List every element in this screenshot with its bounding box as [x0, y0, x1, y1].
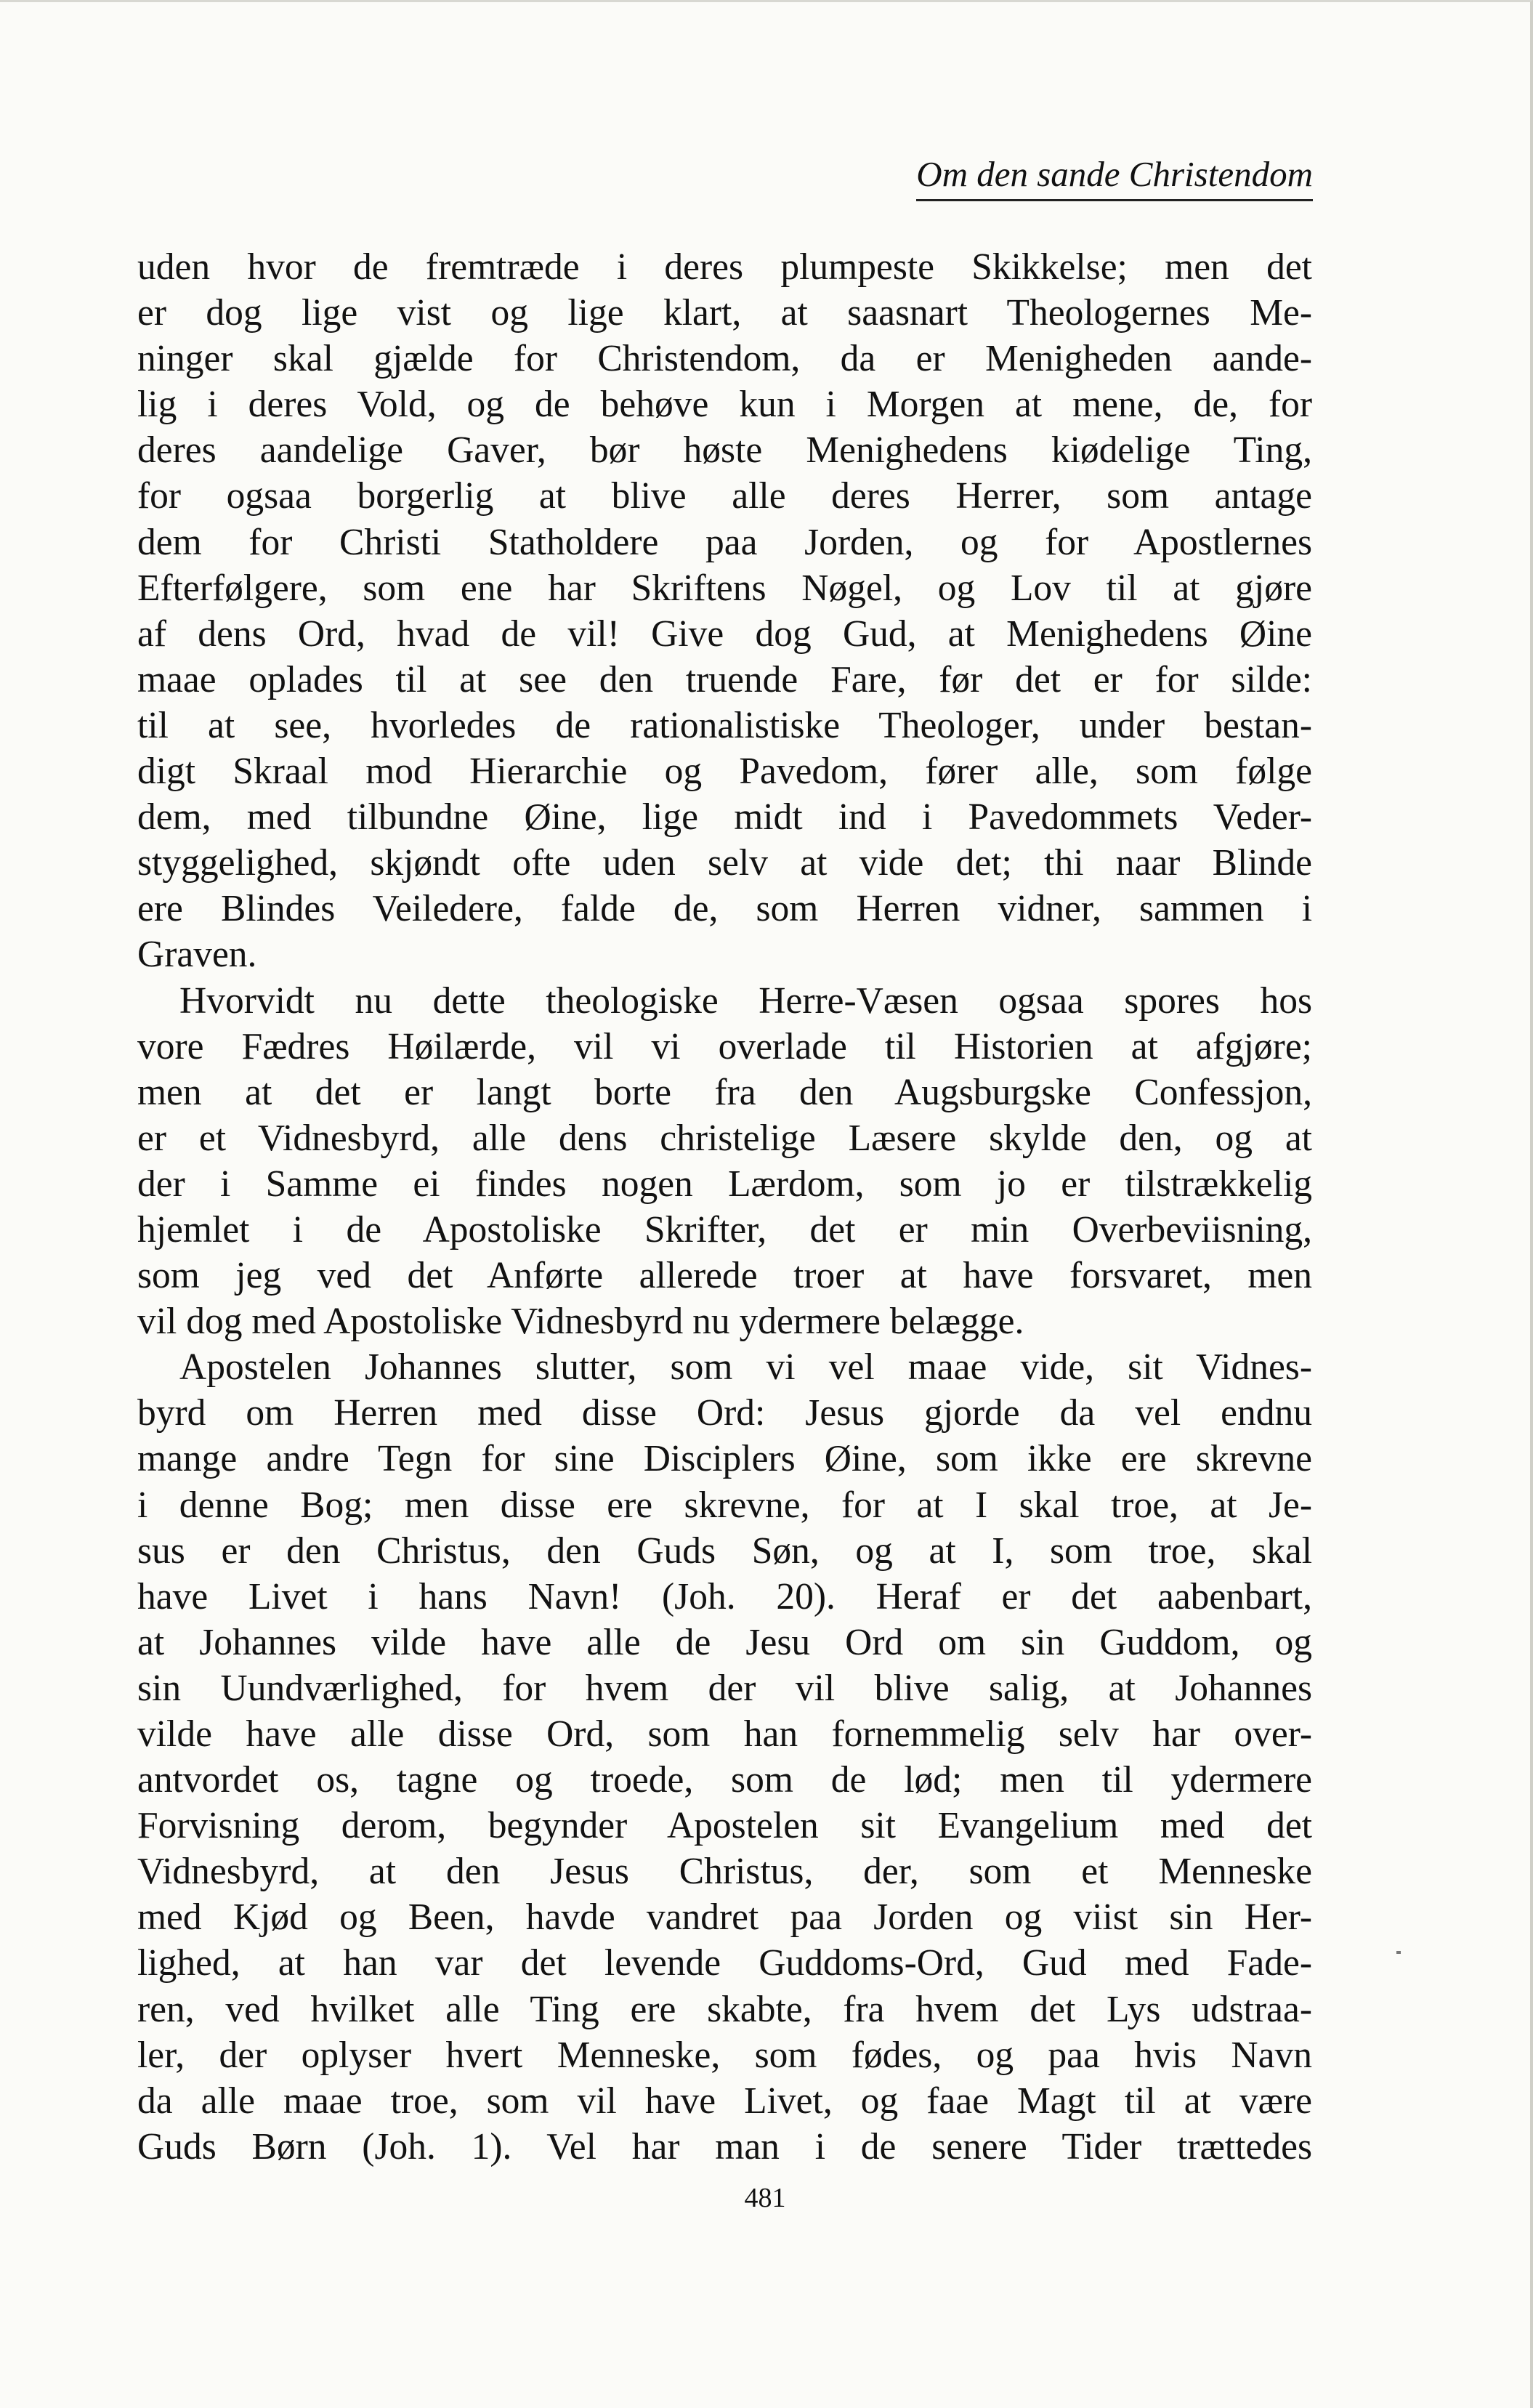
text-line: da alle maae troe, som vil have Livet, og faae Magt til at være: [137, 2080, 1312, 2122]
text-line: hjemlet i de Apostoliske Skrifter, det er min Overbeviisning,: [137, 1208, 1312, 1251]
text-line: Vidnesbyrd, at den Jesus Christus, der, som et Menneske: [137, 1851, 1312, 1893]
text-line: ere Blindes Veiledere, falde de, som Herren vidner, sammen i: [137, 888, 1312, 930]
text-line: er dog lige vist og lige klart, at saasnart Theologernes Me-: [137, 292, 1312, 334]
text-line: til at see, hvorledes de rationalistiske Theologer, under bestan-: [137, 704, 1312, 746]
text-line: der i Samme ei findes nogen Lærdom, som jo er tilstrækkelig: [137, 1163, 1312, 1205]
text-line-paragraph-start: Apostelen Johannes slutter, som vi vel maae vide, sit Vidnes-: [179, 1346, 1312, 1389]
text-line: deres aandelige Gaver, bør høste Menighedens kiødelige Ting,: [137, 429, 1312, 472]
running-header: Om den sande Christendom: [916, 153, 1313, 201]
text-line: maae oplades til at see den truende Fare, før det er for silde:: [137, 658, 1312, 700]
text-line: have Livet i hans Navn! (Joh. 20). Heraf er det aabenbart,: [137, 1575, 1312, 1617]
text-line: antvordet os, tagne og troede, som de lød; men til ydermere: [137, 1759, 1312, 1801]
text-line: ninger skal gjælde for Christendom, da er Menigheden aande-: [137, 338, 1312, 380]
text-line: styggelighed, skjøndt ofte uden selv at vide det; thi naar Blinde: [137, 842, 1312, 884]
text-line: er et Vidnesbyrd, alle dens christelige Læsere skylde den, og at: [137, 1117, 1312, 1159]
text-line: lig i deres Vold, og de behøve kun i Morgen at mene, de, for: [137, 384, 1312, 426]
text-line: Forvisning derom, begynder Apostelen sit Evangelium med det: [137, 1805, 1312, 1847]
text-line-paragraph-start: Hvorvidt nu dette theologiske Herre-Væsen ogsaa spores hos: [179, 979, 1312, 1022]
text-line: at Johannes vilde have alle de Jesu Ord om sin Guddom, og: [137, 1621, 1312, 1663]
text-line: mange andre Tegn for sine Disciplers Øine, som ikke ere skrevne: [137, 1438, 1312, 1480]
page-number: 481: [744, 2183, 786, 2213]
text-line: vore Fædres Høilærde, vil vi overlade til Historien at afgjøre;: [137, 1025, 1312, 1067]
text-line: Efterfølgere, som ene har Skriftens Nøgel, og Lov til at gjøre: [137, 567, 1312, 609]
text-line: dem for Christi Statholdere paa Jorden, og for Apostlernes: [137, 521, 1312, 563]
text-line: ler, der oplyser hvert Menneske, som fødes, og paa hvis Navn: [137, 2034, 1312, 2076]
text-line: dem, med tilbundne Øine, lige midt ind i Pavedommets Veder-: [137, 796, 1312, 839]
text-line: som jeg ved det Anførte allerede troer at have forsvaret, men: [137, 1255, 1312, 1297]
text-line: af dens Ord, hvad de vil! Give dog Gud, at Menighedens Øine: [137, 613, 1312, 655]
text-line-paragraph-end: Graven.: [137, 934, 257, 976]
text-line: sin Uundværlighed, for hvem der vil blive salig, at Johannes: [137, 1667, 1312, 1709]
text-line: ren, ved hvilket alle Ting ere skabte, fra hvem det Lys udstraa-: [137, 1988, 1312, 2030]
text-line: med Kjød og Been, havde vandret paa Jorden og viist sin Her-: [137, 1896, 1312, 1939]
text-line: digt Skraal mod Hierarchie og Pavedom, fører alle, som følge: [137, 751, 1312, 793]
text-line: i denne Bog; men disse ere skrevne, for at I skal troe, at Je-: [137, 1484, 1312, 1526]
text-line: sus er den Christus, den Guds Søn, og at I, som troe, skal: [137, 1530, 1312, 1572]
text-line: uden hvor de fremtræde i deres plumpeste Skikkelse; men det: [137, 246, 1312, 288]
margin-mark: [1396, 1951, 1401, 1954]
text-line: for ogsaa borgerlig at blive alle deres Herrer, som antage: [137, 475, 1312, 517]
page-body-text: [137, 244, 1312, 2170]
text-line: lighed, at han var det levende Guddoms-Ord, Gud med Fade-: [137, 1942, 1312, 1984]
text-line: byrd om Herren med disse Ord: Jesus gjorde da vel endnu: [137, 1392, 1312, 1434]
text-line: Guds Børn (Joh. 1). Vel har man i de senere Tider trættedes: [137, 2125, 1312, 2167]
text-line: vilde have alle disse Ord, som han fornemmelig selv har over-: [137, 1713, 1312, 1755]
text-line-paragraph-end: vil dog med Apostoliske Vidnesbyrd nu ydermere belægge.: [137, 1301, 1024, 1343]
text-line: men at det er langt borte fra den Augsburgske Confessjon,: [137, 1071, 1312, 1113]
